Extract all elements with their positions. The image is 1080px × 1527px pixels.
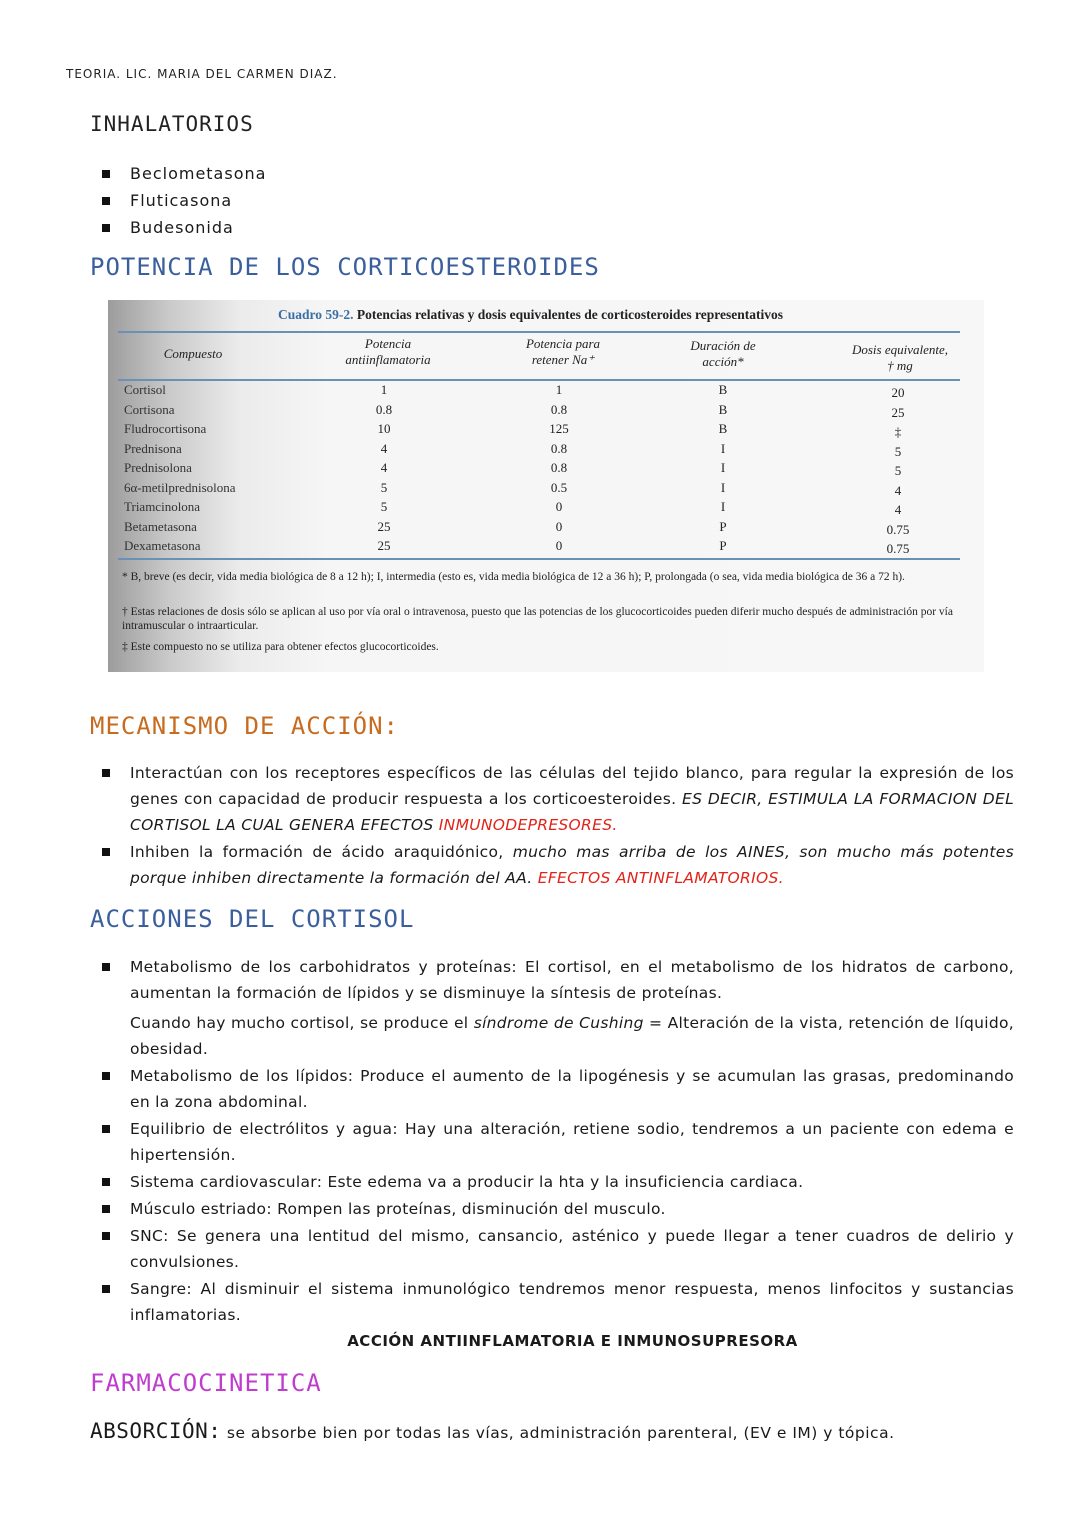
bullet-icon	[102, 1125, 110, 1133]
col-header-line: Duración de	[690, 338, 756, 353]
table-cell-dur: P	[719, 518, 727, 534]
inhalatorios-list	[94, 160, 266, 241]
table-cell-compuesto: Fludrocortisona	[124, 421, 207, 436]
bullet-icon	[102, 848, 110, 856]
table-cell-dur: B	[718, 401, 728, 417]
bullet-icon	[102, 769, 110, 777]
bullet-icon	[102, 170, 110, 178]
bullet-icon	[102, 1285, 110, 1293]
table-cell-compuesto: Prednisolona	[124, 460, 192, 475]
table-caption-number: Cuadro 59-2.	[278, 307, 354, 322]
table-rule-bottom	[118, 558, 960, 560]
absorcion-label: ABSORCIÓN:	[90, 1419, 222, 1443]
table-cell-compuesto: 6α-metilprednisolona	[124, 479, 236, 495]
section-title-inhalatorios: INHALATORIOS	[90, 112, 254, 136]
bullet-icon	[102, 963, 110, 971]
table-cell-anti: 5	[380, 499, 388, 514]
table-cell-anti: 25	[377, 518, 391, 534]
table-cell-anti: 0.8	[375, 401, 393, 417]
table-cell-dur: I	[720, 479, 726, 495]
list-item	[94, 1063, 1014, 1115]
list-item-text: Metabolismo de los carbohidratos y proteínas: El cortisol, en el metabolismo de los hidratos de carbono, aumentan la formación de lípidos y se disminuye la síntesis de proteínas.	[130, 958, 1014, 1002]
table-caption-text: Potencias relativas y dosis equivalentes de corticosteroides representativos	[356, 307, 783, 322]
list-item-emphasis: ES DECIR, ESTIMULA LA FORMACION DEL CORTISOL LA CUAL GENERA EFECTOS	[130, 790, 1015, 834]
list-item-text: Sangre: Al disminuir el sistema inmunológico tendremos menor respuesta, menos linfocitos y sustancias inflamatorias.	[130, 1280, 1014, 1324]
col-header-line: Potencia para	[525, 336, 600, 351]
table-cell-compuesto: Cortisol	[124, 382, 166, 397]
table-rule-top	[118, 331, 960, 333]
table-cell-anti: 10	[377, 421, 391, 436]
col-header-line: retener Na⁺	[531, 352, 595, 367]
table-cell-na: 0.8	[550, 460, 568, 475]
table-footnote: ‡ Este compuesto no se utiliza para obtener efectos glucocorticoides.	[122, 641, 439, 653]
table-cell-compuesto: Triamcinolona	[124, 499, 201, 514]
list-item-subparagraph	[130, 1010, 1014, 1062]
table-cell-dosis: 4	[894, 482, 902, 498]
col-header-line: antiinflamatoria	[345, 352, 431, 367]
table-cell-anti: 1	[380, 382, 388, 397]
list-item	[94, 160, 266, 187]
table-cell-na: 0.8	[550, 401, 568, 417]
table-cell-anti: 4	[380, 460, 388, 475]
table-cell-anti: 25	[377, 538, 391, 553]
list-item-text: Cuando hay mucho cortisol, se produce el	[130, 1014, 469, 1032]
table-cell-anti: 4	[380, 440, 388, 456]
acciones-list	[94, 954, 1014, 1329]
table-cell-dur: B	[718, 421, 728, 436]
table-cell-dur: I	[720, 460, 726, 475]
list-item-emphasis: mucho mas arriba de los AINES, son mucho más potentes porque inhiben directamente la formación del AA.	[130, 843, 1014, 887]
page-header: TEORIA. LIC. MARIA DEL CARMEN DIAZ.	[66, 67, 338, 81]
bullet-icon	[102, 1072, 110, 1080]
summary-heading: ACCIÓN ANTIINFLAMATORIA E INMUNOSUPRESORA	[347, 1332, 798, 1350]
list-item-text: Equilibrio de electrólitos y agua: Hay una alteración, retiene sodio, tendremos a un paciente con edema e hipertensión.	[130, 1120, 1014, 1164]
table-cell-compuesto: Betametasona	[124, 518, 197, 534]
table-cell-na: 0.5	[550, 479, 568, 495]
list-item-text: Metabolismo de los lípidos: Produce el aumento de la lipogénesis y se acumulan las grasas, predominando en la zona abdominal.	[130, 1067, 1014, 1111]
list-item	[94, 1223, 1014, 1275]
col-header-line: † mg	[887, 358, 913, 373]
table-footnote: * B, breve (es decir, vida media biológica de 8 a 12 h); I, intermedia (esto es, vida media biológica de 12 a 36 h); P, prolongada (o sea, vida media biológica de 36 a 72 h).	[122, 571, 905, 583]
table-rule-header	[118, 379, 960, 381]
list-item	[94, 1169, 1014, 1195]
list-item-text: Beclometasona	[130, 164, 267, 183]
corticosteroid-table-image	[108, 300, 984, 672]
table-cell-compuesto: Prednisona	[124, 440, 182, 456]
list-item-text: Inhiben la formación de ácido araquidónico,	[130, 843, 504, 861]
mecanismo-list	[94, 760, 1014, 892]
table-caption	[278, 307, 783, 323]
list-item	[94, 187, 266, 214]
table-cell-na: 1	[555, 382, 563, 397]
list-item	[94, 214, 266, 241]
list-item	[94, 1276, 1014, 1328]
col-header-compuesto: Compuesto	[163, 346, 223, 361]
list-item-text: Sistema cardiovascular: Este edema va a producir la hta y la insuficiencia cardiaca.	[130, 1173, 804, 1191]
col-header-line: Dosis equivalente,	[851, 342, 949, 357]
table-cell-dur: I	[720, 440, 726, 456]
col-header-potencia-na	[503, 336, 623, 368]
table-cell-na: 0	[555, 538, 563, 553]
bullet-icon	[102, 224, 110, 232]
table-footnote: † Estas relaciones de dosis sólo se aplican al uso por vía oral o intravenosa, puesto que las potencias de los glucocorticoides pueden diferir mucho después de administración por vía intramuscular o intraarticular.	[122, 606, 953, 632]
section-title-farmacocinetica: FARMACOCINETICA	[90, 1369, 322, 1397]
table-cell-dur: B	[718, 382, 728, 397]
list-item	[94, 954, 1014, 1062]
list-item	[94, 1196, 1014, 1222]
list-item	[94, 839, 1014, 891]
list-item-text: = Alteración de la vista, retención de líquido, obesidad.	[130, 1014, 1014, 1058]
col-header-line: acción*	[702, 354, 744, 369]
bullet-icon	[102, 197, 110, 205]
table-cell-dosis: 5	[894, 463, 902, 478]
table-cell-dosis: 20	[891, 385, 905, 400]
table-cell-dosis: 0.75	[886, 541, 910, 556]
table-cell-dur: I	[720, 499, 726, 514]
table-cell-na: 0.8	[550, 440, 568, 456]
list-item-text: Interactúan con los receptores específicos de las células del tejido blanco, para regular la expresión de los genes con capacidad de producir respuesta a los corticoesteroides.	[130, 764, 1014, 808]
table-cell-anti: 5	[380, 479, 388, 495]
col-header-line: Potencia	[364, 336, 412, 351]
list-item	[94, 760, 1014, 838]
bullet-icon	[102, 1178, 110, 1186]
table-cell-dosis: ‡	[894, 424, 902, 439]
col-header-potencia-antiinflamatoria	[328, 336, 448, 368]
table-cell-na: 0	[555, 499, 563, 514]
absorcion-paragraph	[90, 1419, 895, 1443]
list-item-text: Budesonida	[130, 218, 234, 237]
list-item-highlight: INMUNODEPRESORES.	[438, 816, 618, 834]
section-title-mecanismo: MECANISMO DE ACCIÓN:	[90, 712, 399, 740]
table-cell-na: 125	[549, 421, 569, 436]
list-item-text: Fluticasona	[130, 191, 233, 210]
bullet-icon	[102, 1232, 110, 1240]
bullet-icon	[102, 1205, 110, 1213]
list-item-text: SNC: Se genera una lentitud del mismo, cansancio, asténico y puede llegar a tener cuadros de delirio y convulsiones.	[130, 1227, 1014, 1271]
table-cell-dur: P	[719, 538, 727, 553]
list-item-highlight: EFECTOS ANTINFLAMATORIOS.	[537, 869, 784, 887]
section-title-potencia: POTENCIA DE LOS CORTICOESTEROIDES	[90, 253, 600, 281]
table-cell-dosis: 0.75	[886, 521, 910, 537]
table-cell-dosis: 5	[894, 443, 902, 459]
list-item-emphasis: síndrome de Cushing	[473, 1014, 644, 1032]
list-item	[94, 1116, 1014, 1168]
table-cell-dosis: 25	[891, 404, 905, 420]
table-cell-na: 0	[555, 518, 563, 534]
col-header-duracion	[663, 338, 783, 370]
list-item-text: Músculo estriado: Rompen las proteínas, disminución del musculo.	[130, 1200, 666, 1218]
table-cell-dosis: 4	[894, 502, 902, 517]
table-cell-compuesto: Cortisona	[124, 401, 175, 417]
absorcion-text: se absorbe bien por todas las vías, administración parenteral, (EV e IM) y tópica.	[226, 1424, 895, 1442]
section-title-acciones: ACCIONES DEL CORTISOL	[90, 905, 415, 933]
col-header-dosis	[830, 342, 970, 374]
table-cell-compuesto: Dexametasona	[124, 538, 201, 553]
